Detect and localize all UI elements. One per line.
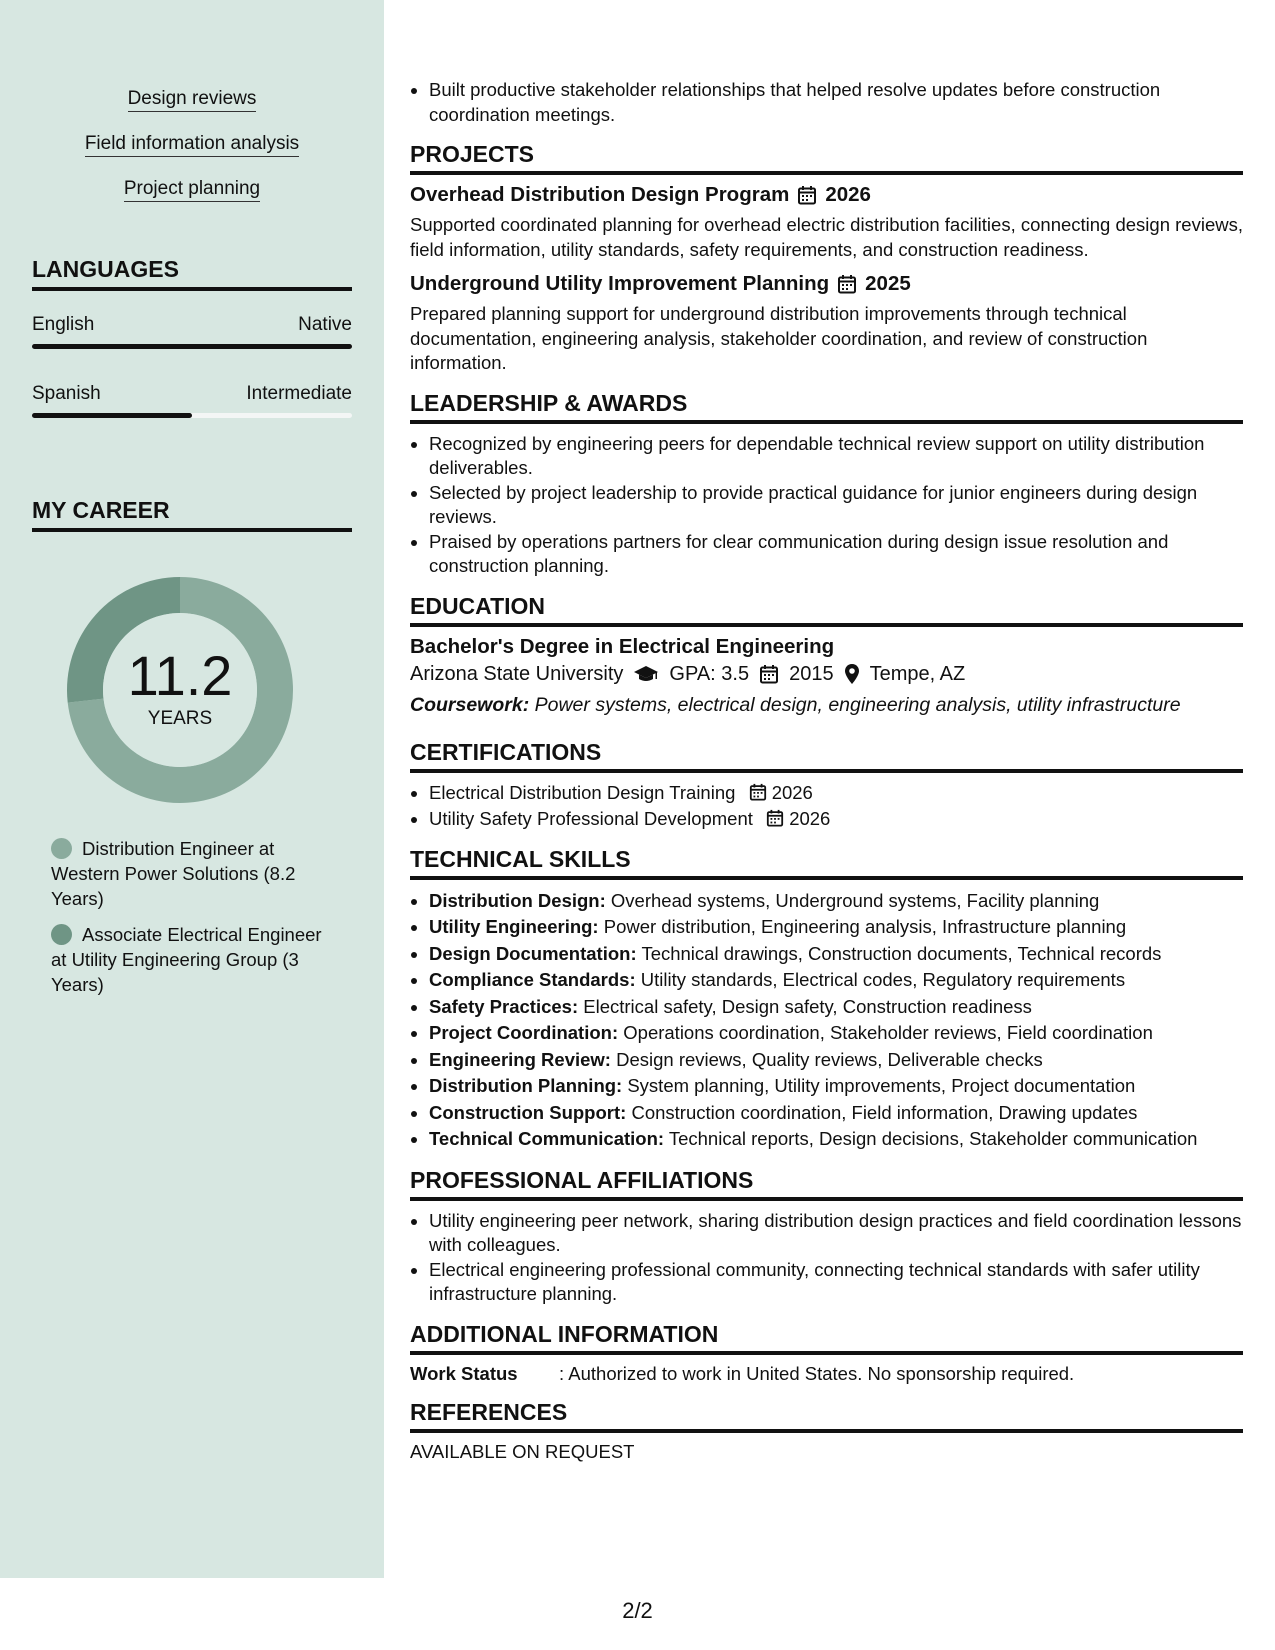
project-description: Supported coordinated planning for overhead electric distribution facilities, connecting design reviews, field information, utility standards, safety requirements, and construction readiness. (410, 214, 1243, 260)
skill-item (429, 1073, 1243, 1100)
skill-category: Safety Practices: (429, 995, 579, 1017)
project-entry (410, 183, 1243, 262)
school-name: Arizona State University (410, 662, 624, 685)
skill-values: Technical reports, Design decisions, Stakeholder communication (668, 1128, 1198, 1149)
leadership-heading: LEADERSHIP & AWARDS (410, 390, 1243, 424)
skill-item (429, 1020, 1243, 1047)
language-bar-spanish (32, 413, 352, 418)
skill-category: Project Coordination: (429, 1022, 619, 1043)
certification-item (429, 807, 1243, 832)
language-level: Intermediate (246, 383, 352, 404)
skill-values: Electrical safety, Design safety, Construction readiness (583, 995, 1032, 1017)
additional-info-heading: ADDITIONAL INFORMATION (410, 1321, 1243, 1355)
skill-values: Utility standards, Electrical codes, Regulatory requirements (640, 969, 1126, 990)
skill-link-project-planning[interactable] (0, 178, 384, 200)
skill-item (429, 1100, 1243, 1127)
gpa: GPA: 3.5 (669, 662, 750, 685)
calendar-icon (797, 185, 817, 205)
skill-item (429, 941, 1243, 968)
coursework (410, 694, 1243, 717)
work-status-label: Work Status (410, 1362, 518, 1384)
project-description: Prepared planning support for underground distribution improvements through technical documentation, engineering analysis, stakeholder coordination, and review of construction information. (410, 303, 1148, 373)
career-total: 11.2 (127, 644, 233, 707)
project-year: 2026 (825, 183, 871, 206)
education-heading: EDUCATION (410, 593, 1243, 627)
affiliations-heading: PROFESSIONAL AFFILIATIONS (410, 1167, 1243, 1201)
language-name: English (32, 314, 95, 335)
skill-item (429, 967, 1243, 994)
work-status-row (410, 1363, 1243, 1385)
skill-category: Construction Support: (429, 1101, 627, 1123)
technical-skills-heading: TECHNICAL SKILLS (410, 846, 1243, 880)
references-heading: REFERENCES (410, 1399, 1243, 1433)
skill-category: Distribution Planning: (429, 1075, 623, 1096)
leadership-item: • Selected by project leadership to provide practical guidance for junior engineers during design reviews. (429, 481, 1243, 530)
language-row-spanish (32, 383, 352, 405)
sidebar (0, 0, 384, 1578)
degree-title: Bachelor's Degree in Electrical Engineering (410, 634, 835, 658)
skill-label: Project planning (124, 178, 260, 202)
career-legend-dot (51, 924, 72, 945)
language-bar-fill (32, 344, 352, 349)
calendar-icon (759, 664, 779, 684)
skill-category: Distribution Design: (429, 889, 606, 911)
skill-label: Field information analysis (85, 133, 299, 157)
certifications-list (410, 781, 1243, 832)
certification-item (429, 781, 1243, 806)
skill-item (429, 888, 1243, 915)
skill-values: Design reviews, Quality reviews, Deliverable checks (616, 1048, 1043, 1070)
career-item (51, 922, 341, 997)
skill-values: System planning, Utility improvements, Project documentation (627, 1075, 1136, 1096)
affiliations-list (410, 1209, 1243, 1307)
project-entry (410, 272, 1243, 376)
main-content (410, 0, 1243, 1463)
skill-item (429, 914, 1243, 941)
skill-values: Operations coordination, Stakeholder reviews, Field coordination (623, 1022, 1153, 1043)
technical-skills-list (410, 888, 1243, 1153)
coursework-text: Power systems, electrical design, engineering analysis, utility infrastructure (534, 693, 1181, 716)
skill-values: Overhead systems, Underground systems, Facility planning (610, 889, 1100, 911)
references-text: AVAILABLE ON REQUEST (410, 1440, 635, 1462)
career-item-text: Associate Electrical Engineer at Utility Engineering Group (3 Years) (51, 924, 322, 995)
career-legend-dot (51, 838, 72, 859)
skill-link-design-reviews[interactable] (0, 88, 384, 110)
calendar-icon (766, 809, 784, 827)
certification-name: Electrical Distribution Design Training (429, 781, 736, 803)
experience-bullet: • Built productive stakeholder relationships that helped resolve updates before construction coordination meetings. (429, 78, 1243, 127)
skill-item (429, 1047, 1243, 1074)
education-location: Tempe, AZ (869, 662, 966, 685)
coursework-label: Coursework: (410, 693, 530, 716)
experience-bullets (410, 78, 1243, 127)
skill-item (429, 1126, 1243, 1153)
career-item-text: Distribution Engineer at Western Power Solutions (8.2 Years) (51, 838, 296, 909)
calendar-icon (837, 274, 857, 294)
career-heading: MY CAREER (32, 497, 352, 532)
calendar-icon (749, 783, 767, 801)
skill-values: Construction coordination, Field information, Drawing updates (631, 1101, 1138, 1123)
skill-category: Technical Communication: (429, 1128, 665, 1149)
affiliation-item: • Electrical engineering professional community, connecting technical standards with safer utility infrastructure planning. (429, 1258, 1243, 1307)
project-title: Overhead Distribution Design Program (410, 183, 790, 206)
language-bar-english (32, 344, 352, 349)
skill-item (429, 994, 1243, 1021)
graduation-year: 2015 (789, 662, 834, 685)
skill-label: Design reviews (128, 88, 257, 112)
certifications-heading: CERTIFICATIONS (410, 739, 1243, 773)
project-year: 2025 (865, 272, 911, 295)
career-unit: YEARS (147, 708, 213, 729)
page-number: 2/2 (622, 1598, 653, 1623)
work-status-value: : Authorized to work in United States. No sponsorship required. (559, 1362, 1075, 1384)
leadership-list (410, 432, 1243, 579)
certification-year: 2026 (789, 808, 831, 829)
skill-category: Design Documentation: (429, 942, 637, 964)
affiliation-item: • Utility engineering peer network, sharing distribution design practices and field coordination lessons with colleagues. (429, 1209, 1243, 1258)
education-details (410, 663, 1243, 686)
skill-category: Utility Engineering: (429, 916, 599, 937)
language-level: Native (298, 314, 352, 335)
certification-year: 2026 (771, 781, 813, 803)
skill-category: Compliance Standards: (429, 969, 636, 990)
project-title: Underground Utility Improvement Planning (410, 272, 830, 295)
career-item (51, 836, 341, 911)
career-donut-chart (66, 576, 294, 804)
skill-values: Technical drawings, Construction documents, Technical records (641, 942, 1162, 964)
skill-category: Engineering Review: (429, 1048, 611, 1070)
languages-heading: LANGUAGES (32, 256, 352, 291)
language-bar-fill (32, 413, 192, 418)
language-name: Spanish (32, 383, 101, 404)
graduation-cap-icon (633, 664, 659, 684)
leadership-item: • Praised by operations partners for clear communication during design issue resolution and construction planning. (429, 530, 1243, 579)
skill-values: Power distribution, Engineering analysis, Infrastructure planning (603, 916, 1127, 937)
skill-link-field-information[interactable] (0, 133, 384, 155)
language-row-english (32, 314, 352, 336)
certification-name: Utility Safety Professional Development (429, 808, 753, 829)
location-pin-icon (844, 663, 860, 685)
leadership-item: • Recognized by engineering peers for dependable technical review support on utility distribution deliverables. (429, 432, 1243, 481)
projects-heading: PROJECTS (410, 141, 1243, 175)
